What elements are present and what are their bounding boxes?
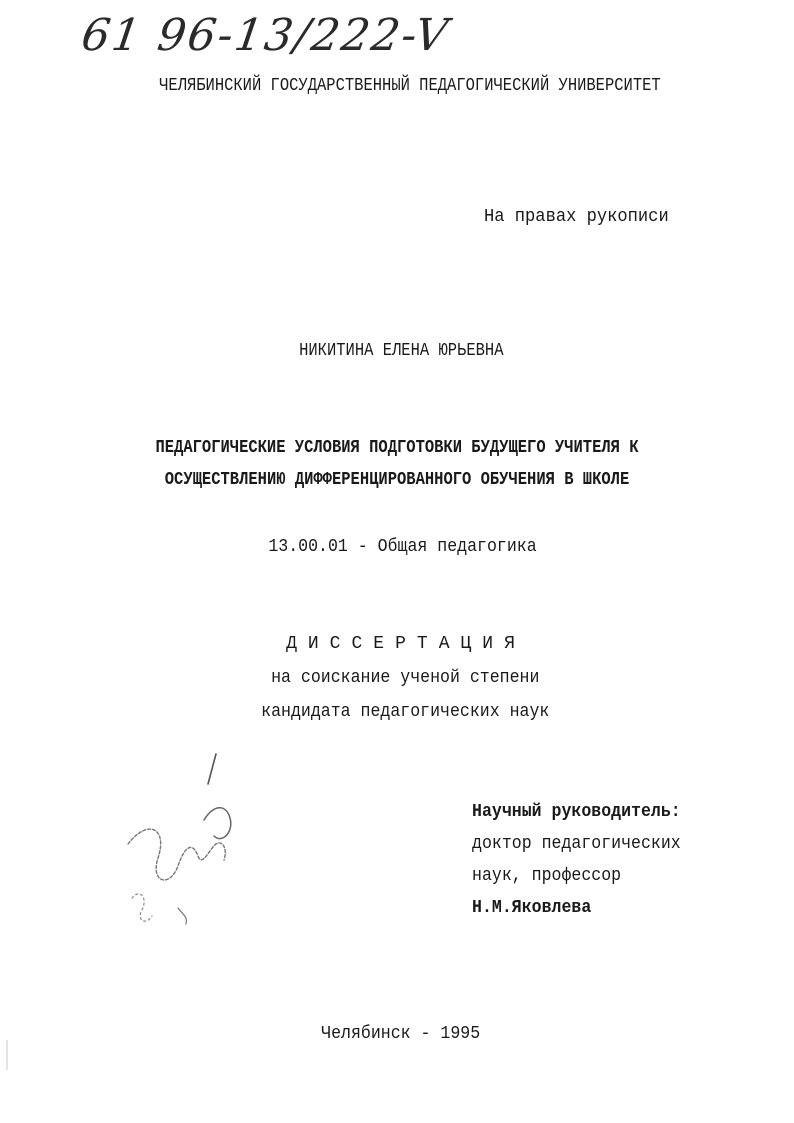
supervisor-name: Н.М.Яковлева	[472, 898, 592, 918]
university-name: ЧЕЛЯБИНСКИЙ ГОСУДАРСТВЕННЫЙ ПЕДАГОГИЧЕСКИЙ УНИВЕРСИТЕТ	[159, 76, 661, 96]
pencil-signature	[118, 748, 258, 938]
city-year: Челябинск - 1995	[321, 1024, 481, 1044]
degree-line-1: на соискание ученой степени	[271, 668, 540, 688]
supervisor-title-line-1: доктор педагогических	[472, 834, 681, 854]
supervisor-label: Научный руководитель:	[472, 802, 681, 822]
thesis-title-line-2: ОСУЩЕСТВЛЕНИЮ ДИФФЕРЕНЦИРОВАННОГО ОБУЧЕНИЯ В ШКОЛЕ	[164, 470, 630, 490]
supervisor-title-line-2: наук, профессор	[472, 866, 622, 886]
specialty-code: 13.00.01 - Общая педагогика	[268, 537, 537, 557]
degree-line-2: кандидата педагогических наук	[261, 702, 550, 722]
handwritten-catalog-code: 61 96-13/222-V	[78, 10, 453, 61]
thesis-title-line-1: ПЕДАГОГИЧЕСКИЕ УСЛОВИЯ ПОДГОТОВКИ БУДУЩЕГО УЧИТЕЛЯ К	[155, 438, 639, 458]
rights-note: На правах рукописи	[484, 207, 669, 227]
author-name: НИКИТИНА ЕЛЕНА ЮРЬЕВНА	[299, 341, 504, 361]
scan-margin-mark	[6, 1040, 8, 1070]
dissertation-label: ДИССЕРТАЦИЯ	[286, 634, 526, 654]
